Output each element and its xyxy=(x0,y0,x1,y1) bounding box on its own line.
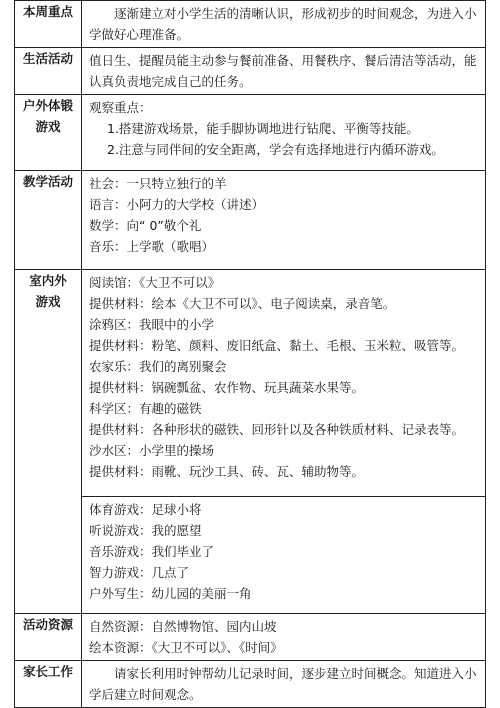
game-music: 音乐游戏：我们毕业了 xyxy=(89,544,215,559)
resources-label: 活动资源 xyxy=(15,614,82,661)
reading-area: 阅读馆：《大卫不可以》 xyxy=(89,275,221,290)
indoor-label-line1: 室内外 xyxy=(29,273,67,288)
resources-content xyxy=(82,614,486,661)
outdoor-label-line2: 游戏 xyxy=(35,119,61,134)
resource-nature: 自然资源：自然博物馆、园内山坡 xyxy=(89,619,277,634)
outdoor-intro: 观察重点： xyxy=(89,100,152,115)
graffiti-area: 涂鸦区：我眼中的小学 xyxy=(89,317,215,332)
indoor-label xyxy=(15,270,82,614)
outdoor-point-2: 2.注意与同伴间的安全距离，学会有选择地进行内循环游戏。 xyxy=(107,142,444,157)
focus-text: 逐渐建立对小学生活的清晰认识，形成初步的时间观念，为进入小学做好心理准备。 xyxy=(82,1,486,48)
game-outdoor-sketch: 户外写生：幼儿园的美丽一角 xyxy=(89,586,252,601)
graffiti-materials: 提供材料：粉笔、颜料、废旧纸盒、黏土、毛根、玉米粒、吸管等。 xyxy=(89,338,465,353)
teaching-row xyxy=(15,171,486,270)
resources-row xyxy=(15,614,486,661)
weekly-plan-table xyxy=(14,0,486,708)
outdoor-row xyxy=(15,95,486,171)
science-area: 科学区：有趣的磁铁 xyxy=(89,401,202,416)
sand-water-materials: 提供材料：雨靴、玩沙工具、砖、瓦、辅助物等。 xyxy=(89,464,365,479)
game-sports: 体育游戏：足球小将 xyxy=(89,502,202,517)
life-label: 生活活动 xyxy=(15,48,82,95)
science-materials: 提供材料：各种形状的磁铁、回形针以及各种铁质材料、记录表等。 xyxy=(89,422,465,437)
sand-water-area: 沙水区：小学里的操场 xyxy=(89,443,215,458)
teaching-item-language: 语言：小阿力的大学校（讲述） xyxy=(89,197,265,212)
family-label: 家长工作 xyxy=(15,661,82,708)
indoor-label-line2: 游戏 xyxy=(35,294,61,309)
indoor-games-row xyxy=(15,497,486,614)
farm-area: 农家乐：我们的离别聚会 xyxy=(89,359,227,374)
focus-row xyxy=(15,1,486,48)
family-row xyxy=(15,661,486,708)
focus-label: 本周重点 xyxy=(15,1,82,48)
life-row xyxy=(15,48,486,95)
game-listening-speaking: 听说游戏：我的愿望 xyxy=(89,523,202,538)
teaching-content xyxy=(82,171,486,270)
indoor-games xyxy=(82,497,486,614)
resource-picture-books: 绘本资源：《大卫不可以》、《时间》 xyxy=(89,640,283,655)
outdoor-content xyxy=(82,95,486,171)
outdoor-label-line1: 户外体锻 xyxy=(22,98,73,113)
teaching-label: 教学活动 xyxy=(15,171,82,270)
teaching-item-social: 社会：一只特立独行的羊 xyxy=(89,176,227,191)
indoor-areas-row xyxy=(15,270,486,497)
life-text: 值日生、提醒员能主动参与餐前准备、用餐秩序、餐后清洁等活动，能认真负责地完成自己的任务。 xyxy=(82,48,486,95)
indoor-areas xyxy=(82,270,486,497)
reading-materials: 提供材料：绘本《大卫不可以》、电子阅读桌，录音笔。 xyxy=(89,296,396,311)
outdoor-point-1: 1.搭建游戏场景，能手脚协调地进行钻爬、平衡等技能。 xyxy=(107,121,419,136)
teaching-item-math: 数学：向“ 0”敬个礼 xyxy=(89,218,202,233)
game-intellect: 智力游戏：几点了 xyxy=(89,565,190,580)
outdoor-label xyxy=(15,95,82,171)
teaching-item-music: 音乐：上学歌（歌唱） xyxy=(89,239,215,254)
family-text: 请家长利用时钟帮幼儿记录时间，逐步建立时间概念。知道进入小学后建立时间观念。 xyxy=(82,661,486,708)
farm-materials: 提供材料：锅碗瓢盆、农作物、玩具蔬菜水果等。 xyxy=(89,380,365,395)
